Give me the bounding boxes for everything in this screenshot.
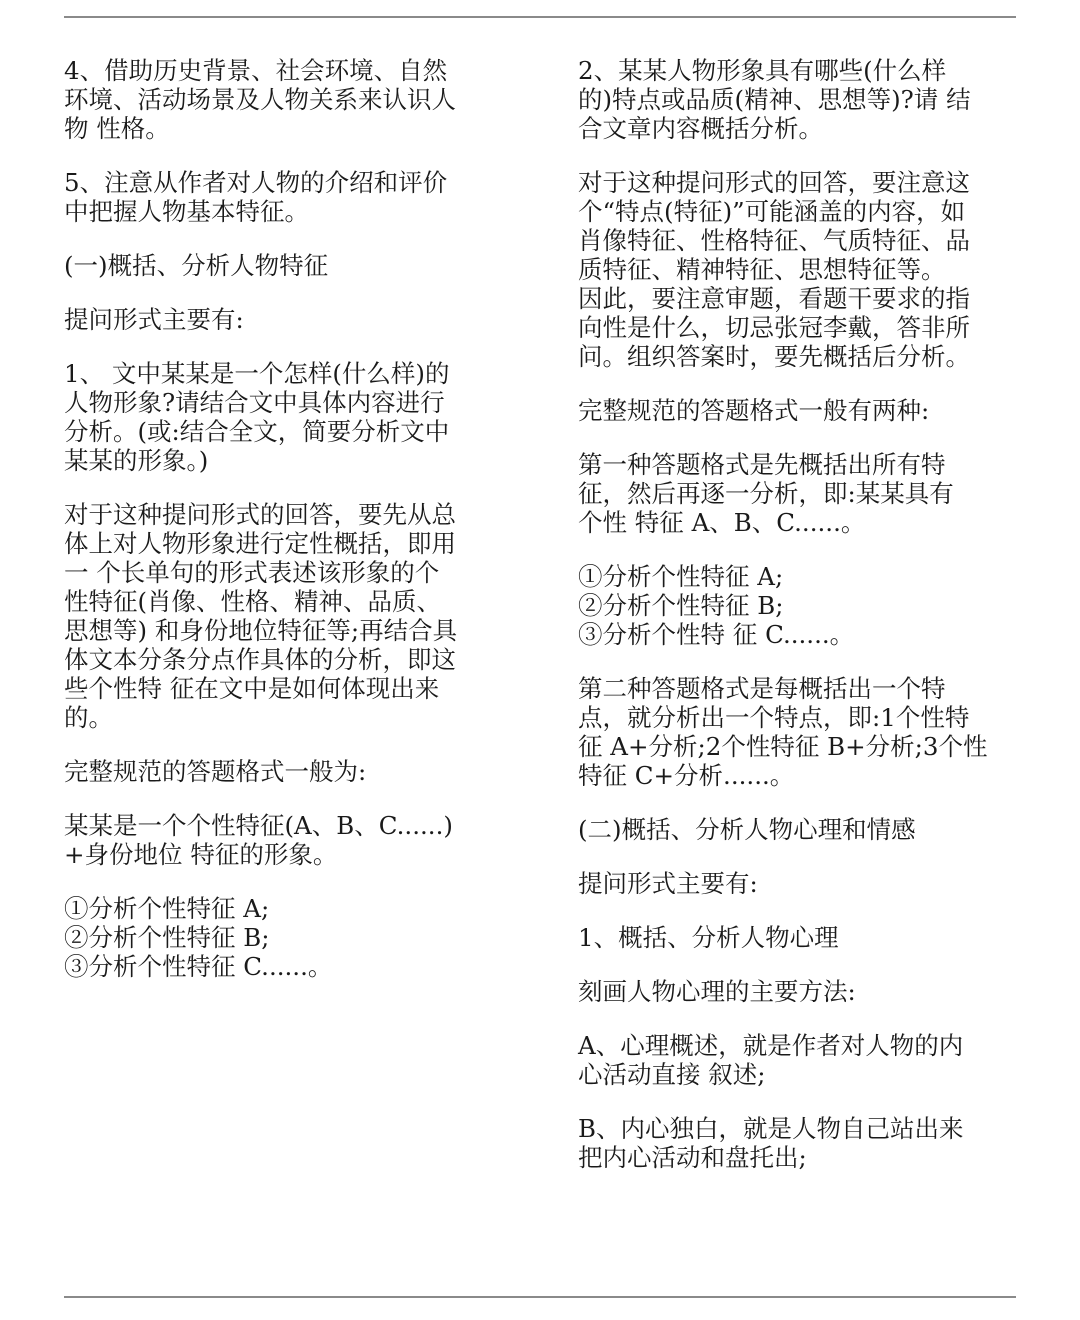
text-line: 合文章内容概括分析。 <box>578 114 823 143</box>
text-line: 体上对人物形象进行定性概括，即用 <box>64 529 456 558</box>
paragraph <box>64 251 508 280</box>
text-line: ②分析个性特征 B; <box>578 591 784 620</box>
text-line: 问。组织答案时，要先概括后分析。 <box>578 342 970 371</box>
text-line: 些个性特 征在文中是如何体现出来 <box>64 674 440 703</box>
text-line: ③分析个性特征 C......。 <box>64 952 333 981</box>
text-line: 提问形式主要有: <box>64 305 244 334</box>
paragraph <box>578 1031 1022 1089</box>
text-line: 第一种答题格式是先概括出所有特 <box>578 450 946 479</box>
text-line: 完整规范的答题格式一般为: <box>64 757 367 786</box>
paragraph <box>64 757 508 786</box>
paragraph <box>64 500 508 732</box>
text-line: +身份地位 特征的形象。 <box>64 840 338 869</box>
text-line: 某某是一个个性特征(A、B、C......) <box>64 811 453 840</box>
paragraph <box>64 894 508 981</box>
paragraph <box>578 674 1022 790</box>
text-line: 5、注意从作者对人物的介绍和评价 <box>64 168 448 197</box>
text-line: 性特征(肖像、性格、精神、品质、 <box>64 587 442 616</box>
paragraph <box>578 396 1022 425</box>
text-line: ①分析个性特征 A; <box>578 562 784 591</box>
paragraph <box>578 562 1022 649</box>
text-line: 人物形象?请结合文中具体内容进行 <box>64 388 445 417</box>
text-line: 的。 <box>64 703 113 732</box>
text-line: 肖像特征、性格特征、气质特征、品 <box>578 226 970 255</box>
text-line: 某某的形象。) <box>64 446 209 475</box>
text-line: (一)概括、分析人物特征 <box>64 251 329 280</box>
paragraph <box>578 450 1022 537</box>
text-line: 对于这种提问形式的回答，要注意这 <box>578 168 970 197</box>
text-line: B、内心独白，就是人物自己站出来 <box>578 1114 964 1143</box>
paragraph <box>64 359 508 475</box>
paragraph <box>64 168 508 226</box>
text-line: 第二种答题格式是每概括出一个特 <box>578 674 946 703</box>
paragraph <box>64 811 508 869</box>
text-line: 提问形式主要有: <box>578 869 758 898</box>
paragraph <box>578 1114 1022 1172</box>
paragraph <box>578 923 1022 952</box>
text-line: 把内心活动和盘托出; <box>578 1143 807 1172</box>
text-line: A、心理概述，就是作者对人物的内 <box>578 1031 964 1060</box>
text-line: 中把握人物基本特征。 <box>64 197 309 226</box>
text-line: ③分析个性特 征 C......。 <box>578 620 855 649</box>
text-line: 的)特点或品质(精神、思想等)?请 结 <box>578 85 971 114</box>
paragraph <box>578 168 1022 371</box>
text-line: 分析。(或:结合全文，简要分析文中 <box>64 417 450 446</box>
text-line: 物 性格。 <box>64 114 170 143</box>
paragraph <box>578 56 1022 143</box>
paragraph <box>64 305 508 334</box>
text-line: 点，就分析出一个特点，即:1个性特 <box>578 703 970 732</box>
text-line: 1、 文中某某是一个怎样(什么样)的 <box>64 359 450 388</box>
right-column <box>578 56 1022 1197</box>
text-line: 体文本分条分点作具体的分析，即这 <box>64 645 456 674</box>
text-line: 完整规范的答题格式一般有两种: <box>578 396 930 425</box>
text-line: 个性 特征 A、B、C......。 <box>578 508 866 537</box>
text-line: 因此，要注意审题，看题干要求的指 <box>578 284 970 313</box>
text-line: 一 个长单句的形式表述该形象的个 <box>64 558 440 587</box>
text-line: ②分析个性特征 B; <box>64 923 270 952</box>
text-line: 征 A+分析;2个性特征 B+分析;3个性 <box>578 732 988 761</box>
text-line: (二)概括、分析人物心理和情感 <box>578 815 916 844</box>
text-line: 对于这种提问形式的回答，要先从总 <box>64 500 456 529</box>
paragraph <box>64 56 508 143</box>
text-line: ①分析个性特征 A; <box>64 894 270 923</box>
text-line: 2、某某人物形象具有哪些(什么样 <box>578 56 947 85</box>
text-line: 征，然后再逐一分析，即:某某具有 <box>578 479 954 508</box>
bottom-divider <box>64 1296 1016 1298</box>
paragraph <box>578 815 1022 844</box>
left-column <box>64 56 508 1006</box>
text-line: 1、概括、分析人物心理 <box>578 923 839 952</box>
text-line: 思想等) 和身份地位特征等;再结合具 <box>64 616 458 645</box>
text-line: 向性是什么，切忌张冠李戴，答非所 <box>578 313 970 342</box>
text-line: 个“特点(特征)”可能涵盖的内容，如 <box>578 197 966 226</box>
text-line: 4、借助历史背景、社会环境、自然 <box>64 56 448 85</box>
paragraph <box>578 977 1022 1006</box>
text-line: 心活动直接 叙述; <box>578 1060 766 1089</box>
top-divider <box>64 16 1016 18</box>
text-line: 环境、活动场景及人物关系来认识人 <box>64 85 456 114</box>
paragraph <box>578 869 1022 898</box>
text-line: 质特征、精神特征、思想特征等。 <box>578 255 946 284</box>
text-line: 特征 C+分析......。 <box>578 761 795 790</box>
text-line: 刻画人物心理的主要方法: <box>578 977 856 1006</box>
